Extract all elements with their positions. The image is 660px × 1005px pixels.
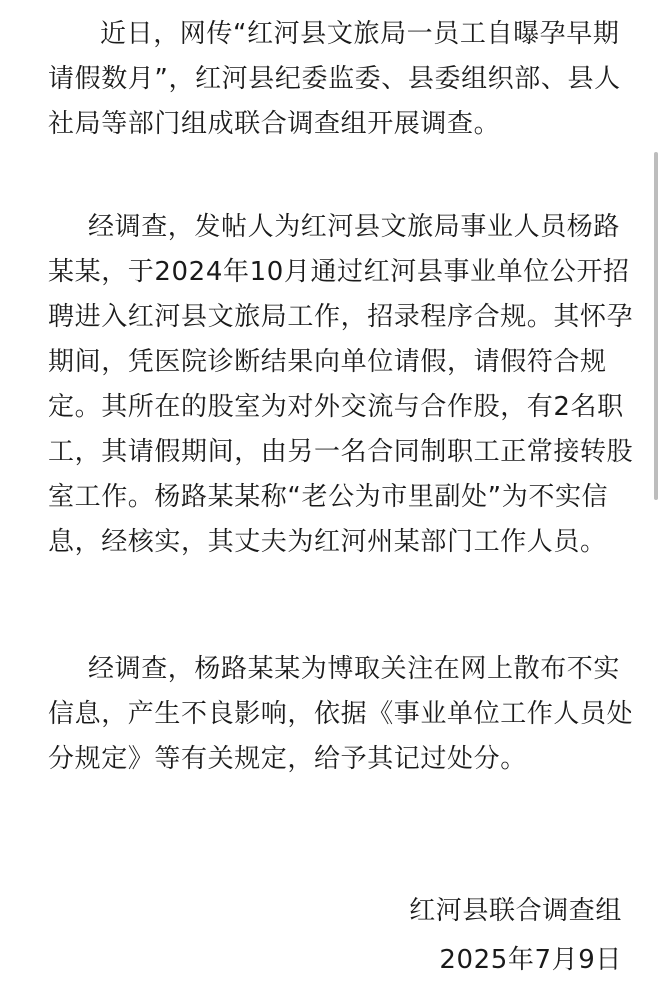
paragraph-findings (48, 205, 634, 565)
text-line: 经调查，杨路某某为博取关注在网上散布不实 (88, 654, 621, 684)
paragraph-decision (48, 647, 634, 782)
text-line: 近日，网传“红河县文旅局一员工自曝孕早期 (100, 19, 620, 49)
scrollbar[interactable] (654, 152, 658, 500)
text-line: 经调查，发帖人为红河县文旅局事业人员杨路 (88, 212, 621, 242)
text-line: 室工作。杨路某某称“老公为市里副处”为不实信 (48, 482, 609, 512)
text-line: 定。其所在的股室为对外交流与合作股，有2名职 (48, 392, 624, 422)
signature-org: 红河县联合调查组 (409, 896, 622, 926)
text-line: 请假数月”，红河县纪委监委、县委组织部、县人 (48, 64, 621, 94)
text-line: 聘进入红河县文旅局工作，招录程序合规。其怀孕 (48, 302, 634, 332)
signature-date: 2025年7月9日 (439, 945, 622, 975)
text-line: 分规定》等有关规定，给予其记过处分。 (48, 744, 527, 774)
text-line: 息，经核实，其丈夫为红河州某部门工作人员。 (48, 527, 607, 557)
text-line: 某某，于2024年10月通过红河县事业单位公开招 (48, 257, 630, 287)
paragraph-announcement (48, 12, 628, 147)
text-line: 社局等部门组成联合调查组开展调查。 (48, 109, 501, 139)
text-line: 信息，产生不良影响，依据《事业单位工作人员处 (48, 699, 634, 729)
text-line: 工，其请假期间，由另一名合同制职工正常接转股 (48, 437, 634, 467)
text-line: 期间，凭医院诊断结果向单位请假，请假符合规 (48, 347, 607, 377)
